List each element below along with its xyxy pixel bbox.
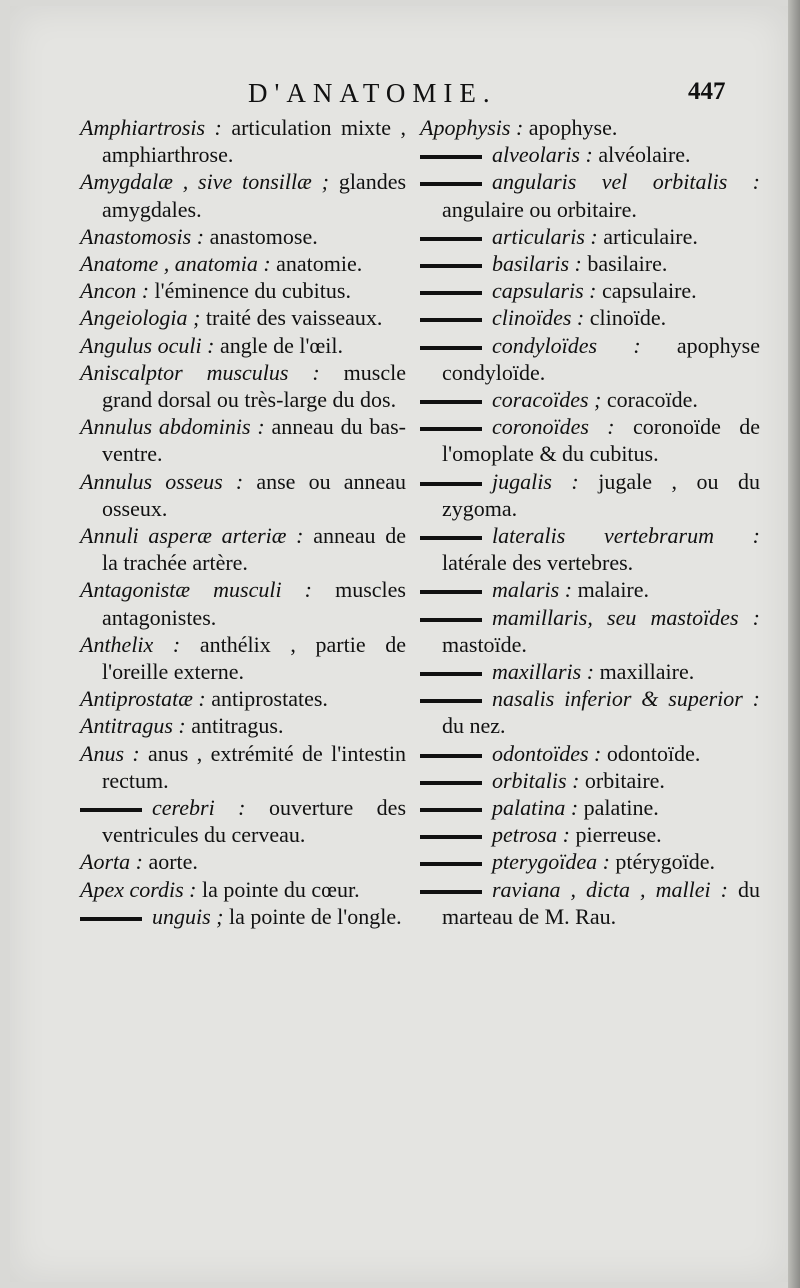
- dictionary-entry: [420, 740, 760, 767]
- dictionary-entry: [420, 386, 760, 413]
- repeat-dash: [420, 318, 482, 322]
- entry-term: Amygdalæ , sive tonsillæ ;: [80, 169, 329, 195]
- running-head: D'ANATOMIE.: [248, 78, 497, 108]
- dictionary-entry: [420, 848, 760, 875]
- repeat-dash: [420, 427, 482, 431]
- repeat-dash: [80, 917, 142, 921]
- entry-definition: traité des vaisseaux.: [205, 305, 383, 331]
- entry-term: Anastomosis :: [80, 223, 205, 249]
- dictionary-entry: [420, 168, 760, 222]
- repeat-dash: [420, 699, 482, 703]
- entry-definition: apophyse.: [528, 115, 618, 140]
- entry-term: Angeiologia ;: [80, 305, 201, 331]
- dictionary-entry: [420, 141, 760, 168]
- entry-term: coracoïdes ;: [492, 387, 602, 413]
- dictionary-entry: [420, 522, 760, 576]
- dictionary-entry: [420, 794, 760, 821]
- dictionary-entry: [80, 223, 406, 250]
- entry-definition: angulaire ou orbitaire.: [442, 196, 637, 222]
- dictionary-entry: [420, 876, 760, 930]
- entry-definition: anneau du bas-ventre.: [102, 414, 406, 467]
- entry-definition: mastoïde.: [442, 631, 527, 657]
- repeat-dash: [420, 482, 482, 486]
- dictionary-entry: [420, 223, 760, 250]
- page-number: 447: [688, 78, 726, 105]
- entry-definition: du marteau de M. Rau.: [442, 876, 760, 929]
- entry-term: Anatome , anatomia :: [80, 251, 271, 277]
- repeat-dash: [420, 536, 482, 540]
- repeat-dash: [420, 618, 482, 622]
- dictionary-entry: [80, 114, 406, 168]
- repeat-dash: [420, 808, 482, 812]
- dictionary-entry: [80, 250, 406, 277]
- dictionary-entry: [80, 876, 406, 903]
- dictionary-entry: [80, 848, 406, 875]
- dictionary-entry: [420, 250, 760, 277]
- entry-term: Anus :: [80, 740, 140, 766]
- entry-term: condyloïdes :: [492, 332, 641, 358]
- entry-definition: alvéolaire.: [598, 142, 691, 168]
- entry-term: Ancon :: [80, 278, 150, 304]
- entry-term: malaris :: [492, 577, 573, 603]
- dictionary-entry: [80, 740, 406, 794]
- entry-term: lateralis vertebrarum :: [492, 523, 760, 549]
- entry-definition: ouverture des ventricules du cerveau.: [102, 795, 407, 848]
- entry-definition: orbitaire.: [584, 767, 665, 793]
- entry-definition: l'éminence du cubitus.: [154, 278, 351, 304]
- repeat-dash: [420, 754, 482, 758]
- dictionary-entry: [420, 576, 760, 603]
- entry-term: raviana , dicta , mallei :: [492, 876, 728, 902]
- entry-definition: latérale des vertebres.: [442, 550, 634, 576]
- entry-term: Anthelix :: [80, 631, 181, 657]
- entry-definition: pierreuse.: [575, 822, 662, 848]
- entry-definition: malaire.: [577, 577, 650, 603]
- repeat-dash: [420, 264, 482, 268]
- entry-definition: articulation mixte , amphiarthrose.: [102, 115, 407, 168]
- entry-definition: coronoïde de l'omoplate & du cubitus.: [442, 414, 760, 467]
- entry-term: clinoïdes :: [492, 305, 585, 331]
- entry-definition: jugale , ou du zygoma.: [442, 468, 760, 521]
- entry-definition: apophyse condyloïde.: [442, 332, 760, 385]
- repeat-dash: [420, 781, 482, 785]
- entry-term: Aniscalptor musculus :: [80, 359, 320, 385]
- entry-definition: anthélix , partie de l'oreille externe.: [102, 631, 407, 685]
- dictionary-entry: [420, 685, 760, 739]
- entry-definition: clinoïde.: [589, 305, 667, 331]
- entry-definition: basilaire.: [587, 251, 668, 277]
- dictionary-entry: [80, 359, 406, 413]
- entry-definition: du nez.: [442, 713, 506, 739]
- entry-term: Aorta :: [80, 849, 143, 875]
- repeat-dash: [420, 346, 482, 350]
- repeat-dash: [80, 808, 142, 812]
- entry-definition: muscle grand dorsal ou très-large du dos.: [102, 359, 406, 413]
- entry-term: Annuli asperæ arteriæ :: [80, 523, 304, 549]
- repeat-dash: [420, 890, 482, 894]
- dictionary-entry: [420, 114, 760, 141]
- right-column: [420, 114, 760, 930]
- entry-term: Antiprostatæ :: [80, 686, 206, 712]
- dictionary-entry: [420, 413, 760, 467]
- dictionary-entry: [420, 604, 760, 658]
- dictionary-entry: [420, 767, 760, 794]
- dictionary-entry: [80, 332, 406, 359]
- repeat-dash: [420, 155, 482, 159]
- entry-term: petrosa :: [492, 822, 571, 848]
- repeat-dash: [420, 835, 482, 839]
- entry-term: Angulus oculi :: [80, 332, 215, 358]
- entry-term: unguis ;: [152, 903, 224, 929]
- entry-term: coronoïdes :: [492, 414, 615, 440]
- entry-definition: antiprostates.: [211, 686, 328, 712]
- left-column: [80, 114, 406, 930]
- entry-term: Antitragus :: [80, 713, 186, 739]
- entry-term: nasalis inferior & superior :: [492, 686, 760, 712]
- dictionary-entry: [80, 304, 406, 331]
- entry-term: pterygoïdea :: [492, 849, 610, 875]
- repeat-dash: [420, 862, 482, 866]
- entry-term: angularis vel orbitalis :: [492, 169, 760, 195]
- dictionary-entry: [420, 468, 760, 522]
- entry-definition: antitragus.: [191, 713, 284, 739]
- repeat-dash: [420, 291, 482, 295]
- dictionary-entry: [80, 468, 406, 522]
- entry-term: Annulus osseus :: [80, 468, 244, 494]
- entry-definition: articulaire.: [603, 223, 698, 249]
- entry-definition: aorte.: [148, 849, 198, 875]
- repeat-dash: [420, 400, 482, 404]
- entry-definition: anastomose.: [209, 223, 318, 249]
- entry-definition: odontoïde.: [606, 740, 701, 766]
- entry-definition: glandes amygdales.: [102, 169, 407, 222]
- dictionary-entry: [80, 685, 406, 712]
- entry-term: palatina :: [492, 795, 579, 821]
- dictionary-entry: [420, 658, 760, 685]
- entry-definition: anatomie.: [276, 251, 363, 277]
- repeat-dash: [420, 182, 482, 186]
- entry-definition: anus , extrémité de l'intestin rectum.: [102, 740, 406, 793]
- dictionary-entry: [80, 903, 406, 930]
- entry-definition: anneau de la trachée artère.: [102, 523, 406, 576]
- dictionary-entry: [420, 821, 760, 848]
- repeat-dash: [420, 590, 482, 594]
- entry-term: Amphiartrosis :: [80, 115, 222, 140]
- entry-definition: coracoïde.: [606, 387, 698, 413]
- dictionary-entry: [420, 277, 760, 304]
- entry-term: jugalis :: [492, 468, 579, 494]
- page-edge-shadow: [788, 0, 800, 1288]
- entry-definition: palatine.: [583, 795, 659, 821]
- dictionary-entry: [80, 277, 406, 304]
- entry-term: Antagonistæ musculi :: [80, 577, 312, 603]
- dictionary-entry: [420, 332, 760, 386]
- entry-term: orbitalis :: [492, 767, 580, 793]
- entry-term: Apophysis :: [420, 115, 524, 140]
- entry-term: Apex cordis :: [80, 876, 197, 902]
- dictionary-entry: [420, 304, 760, 331]
- entry-definition: ptérygoïde.: [615, 849, 715, 875]
- entry-term: articularis :: [492, 223, 598, 249]
- dictionary-entry: [80, 168, 406, 222]
- entry-definition: anse ou anneau osseux.: [102, 468, 407, 521]
- dictionary-entry: [80, 631, 406, 685]
- entry-term: maxillaris :: [492, 659, 595, 685]
- entry-term: alveolaris :: [492, 142, 593, 168]
- entry-term: odontoïdes :: [492, 740, 602, 766]
- entry-definition: maxillaire.: [599, 659, 695, 685]
- entry-term: capsularis :: [492, 278, 597, 304]
- repeat-dash: [420, 672, 482, 676]
- dictionary-entry: [80, 522, 406, 576]
- entry-definition: la pointe du cœur.: [201, 876, 360, 902]
- dictionary-entry: [80, 576, 406, 630]
- dictionary-entry: [80, 794, 406, 848]
- dictionary-entry: [80, 712, 406, 739]
- entry-definition: la pointe de l'ongle.: [229, 903, 402, 929]
- repeat-dash: [420, 237, 482, 241]
- dictionary-entry: [80, 413, 406, 467]
- entry-definition: capsulaire.: [602, 278, 697, 304]
- entry-term: mamillaris, seu mastoïdes :: [492, 604, 760, 630]
- entry-term: Annulus abdominis :: [80, 414, 265, 440]
- entry-definition: muscles antagonistes.: [102, 577, 406, 630]
- entry-definition: angle de l'œil.: [219, 332, 344, 358]
- entry-term: cerebri :: [152, 795, 246, 821]
- entry-term: basilaris :: [492, 251, 582, 277]
